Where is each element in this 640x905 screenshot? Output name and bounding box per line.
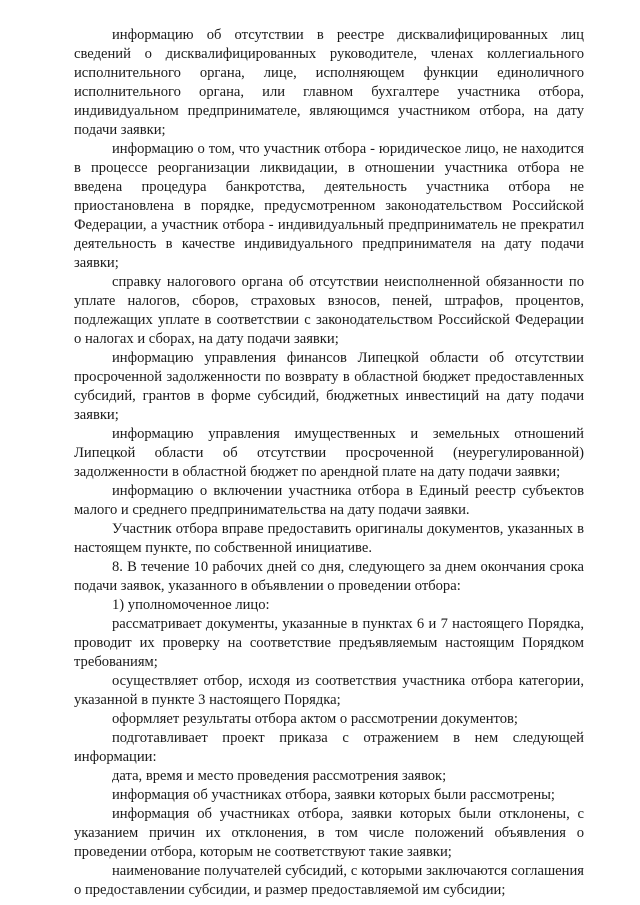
paragraph-disqualified-registry: информацию об отсутствии в реестре дисквалифицированных лиц сведений о дисквалифицированных руководителе, членах коллегиального исполнительного органа, лице, исполняющем функции единоличного исполнительного органа, или главном бухгалтере участника отбора, индивидуальном предпринимателе, являющимся участником отбора, на дату подачи заявки; xyxy=(74,27,584,138)
paragraph-reorganization: информацию о том, что участник отбора - юридическое лицо, не находится в процессе реорганизации ликвидации, в отношении участника отбора не введена процедура банкротства, деятельность участника отбора не приостановлена в порядке, предусмотренном законодательством Российской Федерации, а участник отбора - индивидуальный предприниматель не прекратил деятельность в качестве индивидуального предпринимателя на дату подачи заявки; xyxy=(74,141,584,271)
paragraph-recipients: наименование получателей субсидий, с которыми заключаются соглашения о предоставлении субсидии, и размер предоставляемой им субсидии; xyxy=(74,863,584,898)
paragraph-property-department: информацию управления имущественных и земельных отношений Липецкой области об отсутствии просроченной (неурегулированной) задолженности в областной бюджет по арендной плате на дату подачи заявки; xyxy=(74,426,584,480)
paragraph-item-8: 8. В течение 10 рабочих дней со дня, следующего за днем окончания срока подачи заявок, указанного в объявлении о проведении отбора: xyxy=(74,559,584,594)
paragraph-rejected-applications: информация об участниках отбора, заявки которых были отклонены, с указанием причин их отклонения, в том числе положений объявления о проведении отбора, которым не соответствуют такие заявки; xyxy=(74,806,584,860)
paragraph-finance-department: информацию управления финансов Липецкой области об отсутствии просроченной задолженности по возврату в областной бюджет предоставленных субсидий, грантов в форме субсидий, бюджетных инвестиций на дату подачи заявки; xyxy=(74,350,584,423)
paragraph-tax-certificate: справку налогового органа об отсутствии неисполненной обязанности по уплате налогов, сборов, страховых взносов, пеней, штрафов, процентов, подлежащих уплате в соответствии с законодательством Российской Федерации о налогах и сборах, на дату подачи заявки; xyxy=(74,274,584,347)
paragraph-draft-order: подготавливает проект приказа с отражением в нем следующей информации: xyxy=(74,730,584,765)
paragraph-reviews-documents: рассматривает документы, указанные в пунктах 6 и 7 настоящего Порядка, проводит их проверку на соответствие предъявляемым настоящим Порядком требованиям; xyxy=(74,616,584,670)
paragraph-authorized-person: 1) уполномоченное лицо: xyxy=(112,597,270,613)
paragraph-act-of-review: оформляет результаты отбора актом о рассмотрении документов; xyxy=(112,711,518,727)
paragraph-conducts-selection: осуществляет отбор, исходя из соответствия участника отбора категории, указанной в пункте 3 настоящего Порядка; xyxy=(74,673,584,708)
paragraph-reviewed-applications: информация об участниках отбора, заявки которых были рассмотрены; xyxy=(112,787,555,803)
paragraph-date-place: дата, время и место проведения рассмотрения заявок; xyxy=(112,768,447,784)
document-body xyxy=(74,26,584,900)
paragraph-sme-registry: информацию о включении участника отбора в Единый реестр субъектов малого и среднего предпринимательства на дату подачи заявки. xyxy=(74,483,584,518)
paragraph-originals: Участник отбора вправе предоставить оригиналы документов, указанных в настоящем пункте, по собственной инициативе. xyxy=(74,521,584,556)
